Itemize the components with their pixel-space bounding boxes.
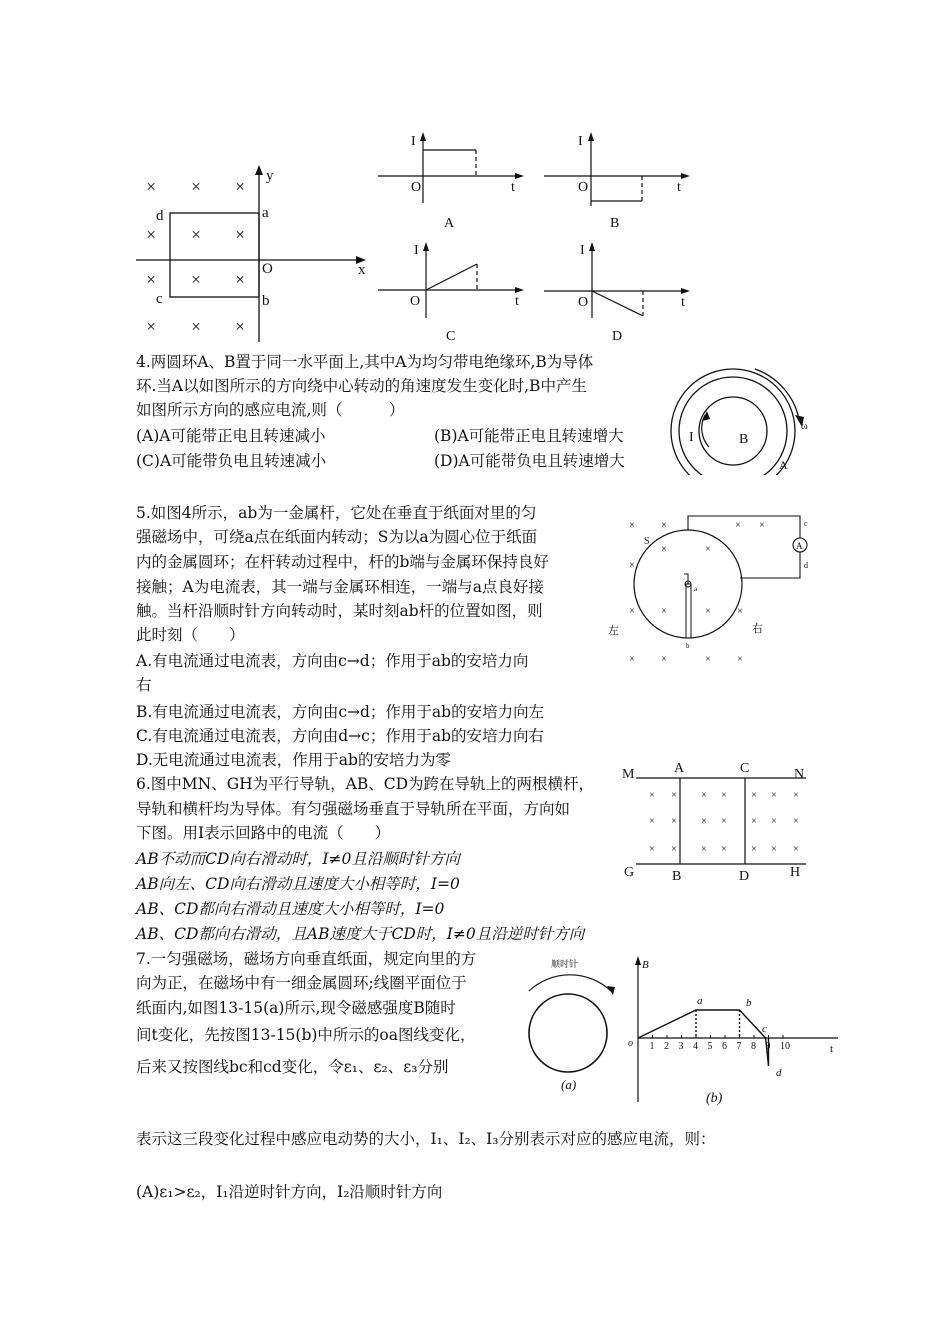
svg-text:b: b (746, 997, 752, 1009)
q5-line-5: 触。当杆沿顺时针方向转动时，某时刻ab杆的位置如图，则 (136, 602, 543, 620)
q5-line-6: 此时刻（ ） (136, 626, 245, 644)
svg-text:t: t (677, 180, 681, 195)
tick-label-7: 7 (736, 1041, 742, 1052)
svg-text:×: × (771, 816, 777, 827)
svg-text:o: o (628, 1038, 633, 1049)
svg-text:I: I (414, 243, 419, 258)
inner-ring-b (699, 397, 767, 465)
svg-text:B: B (642, 959, 649, 971)
tick-label-3: 3 (678, 1041, 684, 1052)
svg-text:d: d (156, 208, 164, 224)
q4-line-1: 4.两圆环A、B置于同一水平面上,其中A为均匀带电绝缘环,B为导体 (136, 353, 594, 371)
svg-text:×: × (721, 816, 727, 827)
tick-label-4: 4 (693, 1041, 698, 1052)
svg-text:A: A (444, 216, 455, 231)
svg-text:×: × (771, 790, 777, 801)
svg-text:C: C (446, 329, 456, 344)
q4-line-3: 如图所示方向的感应电流,则（ ） (136, 401, 405, 419)
graph-a (378, 128, 528, 233)
q7-line-6: 表示这三段变化过程中感应电动势的大小，I₁、I₂、I₃分别表示对应的感应电流，则： (136, 1130, 716, 1148)
svg-text:顺时针: 顺时针 (551, 959, 579, 969)
b-t-graph (624, 954, 846, 1114)
svg-text:I: I (578, 134, 583, 149)
field-region-figure (136, 160, 376, 342)
svg-text:t: t (515, 294, 519, 309)
loop-rect (170, 213, 259, 297)
q6-line-2: 导轨和横杆均为导体。有匀强磁场垂直于导轨所在平面，方向如 (136, 800, 571, 818)
svg-text:S: S (644, 536, 650, 547)
svg-text:×: × (661, 520, 667, 531)
q7-line-3: 纸面内,如图13-15(a)所示,现令磁感强度B随时 (136, 999, 456, 1017)
svg-text:×: × (661, 606, 667, 617)
svg-text:×: × (701, 844, 707, 855)
svg-text:×: × (191, 225, 201, 244)
graph-b (544, 128, 694, 233)
svg-text:×: × (671, 844, 677, 855)
svg-text:t: t (830, 1043, 834, 1055)
outer-ring-a-inner (679, 377, 787, 475)
svg-text:×: × (235, 177, 245, 196)
outer-ring-a (671, 369, 795, 475)
svg-text:×: × (649, 790, 655, 801)
svg-text:×: × (191, 317, 201, 336)
svg-text:N: N (794, 767, 805, 782)
svg-text:×: × (629, 560, 635, 571)
svg-text:M: M (622, 767, 635, 782)
svg-text:O: O (410, 294, 421, 309)
svg-text:D: D (612, 329, 623, 344)
svg-text:(a): (a) (561, 1077, 577, 1092)
wire-bottom (740, 552, 800, 578)
q7-line-2: 向为正，在磁场中有一细金属圆环;线圈平面位于 (136, 974, 467, 992)
svg-text:c: c (156, 291, 163, 307)
svg-text:I: I (580, 243, 585, 258)
q6-option-2: AB向左、CD向右滑动且速度大小相等时，I=0 (136, 875, 460, 893)
svg-text:×: × (705, 544, 711, 555)
svg-text:A: A (779, 458, 788, 472)
q6-option-3: AB、CD都向右滑动且速度大小相等时，I=0 (136, 900, 445, 918)
svg-text:×: × (235, 317, 245, 336)
svg-text:×: × (737, 606, 743, 617)
svg-text:×: × (751, 816, 757, 827)
tick-label-10: 10 (780, 1041, 790, 1052)
svg-text:O: O (578, 180, 589, 195)
svg-text:×: × (649, 816, 655, 827)
svg-text:I: I (411, 134, 416, 149)
q5-option-a-1: A.有电流通过电流表，方向由c→d；作用于ab的安培力向 (136, 652, 529, 670)
svg-text:b: b (686, 642, 690, 650)
graph-c (378, 236, 528, 344)
q4-option-a: (A)A可能带正电且转速减小 (136, 427, 326, 445)
svg-text:y: y (266, 168, 274, 184)
q5-line-2: 强磁场中，可绕a点在纸面内转动；S为以a为圆心位于纸面 (136, 528, 538, 546)
wire-top (688, 516, 800, 538)
svg-text:a: a (697, 995, 703, 1007)
metal-ring (529, 994, 607, 1072)
q6-line-3: 下图。用I表示回路中的电流（ ） (136, 824, 391, 842)
tick-label-1: 1 (649, 1041, 655, 1052)
q6-line-1: 6.图中MN、GH为平行导轨，AB、CD为跨在导轨上的两根横杆， (136, 775, 594, 793)
q5-option-d: D.无电流通过电流表，作用于ab的安培力为零 (136, 751, 451, 769)
svg-text:×: × (191, 270, 201, 289)
svg-text:×: × (629, 606, 635, 617)
tick-label-2: 2 (664, 1041, 669, 1052)
svg-text:×: × (701, 816, 707, 827)
svg-text:×: × (191, 177, 201, 196)
svg-text:×: × (751, 844, 757, 855)
q5-line-1: 5.如图4所示，ab为一金属杆，它处在垂直于纸面对里的匀 (136, 504, 537, 522)
svg-text:×: × (146, 177, 156, 196)
q4-line-2: 环.当A以如图所示的方向绕中心转动的角速度发生变化时,B中产生 (136, 377, 587, 395)
svg-text:C: C (740, 761, 750, 776)
svg-text:×: × (661, 654, 667, 665)
svg-text:×: × (235, 225, 245, 244)
svg-text:D: D (739, 869, 750, 884)
svg-text:×: × (701, 790, 707, 801)
svg-text:a: a (694, 585, 698, 593)
q5-option-b: B.有电流通过电流表，方向由c→d；作用于ab的安培力向左 (136, 703, 545, 721)
svg-text:x: x (358, 262, 366, 278)
q6-option-1: AB不动而CD向右滑动时，I≠0且沿顺时针方向 (136, 850, 460, 868)
q5-option-c: C.有电流通过电流表，方向由d→c；作用于ab的安培力向右 (136, 727, 544, 745)
svg-text:右: 右 (752, 623, 763, 635)
svg-text:I: I (689, 430, 694, 445)
svg-text:O: O (411, 180, 422, 195)
q5-line-4: 接触；A为电流表，其一端与金属环相连，一端与a点良好接 (136, 578, 544, 596)
svg-text:A: A (674, 761, 685, 776)
ring-figure-a (515, 955, 625, 1095)
svg-text:O: O (262, 261, 273, 277)
svg-text:×: × (671, 816, 677, 827)
svg-text:B: B (610, 216, 620, 231)
q4-option-d: (D)A可能带负电且转速增大 (434, 452, 625, 470)
rod-ab (686, 584, 691, 638)
rails-figure (620, 758, 820, 884)
svg-text:G: G (624, 865, 635, 880)
q7-line-4: 间t变化，先按图13-15(b)中所示的oa图线变化， (136, 1026, 476, 1044)
svg-text:d: d (804, 561, 808, 570)
svg-text:×: × (793, 790, 799, 801)
svg-text:d: d (776, 1067, 782, 1079)
rod-ring-figure (604, 508, 820, 668)
q5-line-3: 内的金属圆环；在杆转动过程中，杆的b端与金属环保持良好 (136, 553, 549, 571)
svg-text:×: × (759, 520, 765, 531)
svg-text:×: × (146, 270, 156, 289)
tick-label-5: 5 (707, 1041, 713, 1052)
svg-text:(b): (b) (706, 1091, 723, 1106)
svg-text:×: × (671, 790, 677, 801)
svg-text:ω: ω (801, 421, 808, 432)
svg-text:a: a (262, 205, 269, 221)
svg-text:×: × (235, 270, 245, 289)
svg-text:t: t (681, 295, 685, 310)
tick-label-6: 6 (722, 1041, 727, 1052)
svg-text:×: × (735, 520, 741, 531)
svg-text:左: 左 (608, 625, 619, 637)
svg-text:A: A (796, 541, 803, 551)
svg-text:×: × (737, 654, 743, 665)
svg-text:×: × (793, 816, 799, 827)
rings-figure (665, 365, 825, 475)
svg-text:×: × (629, 520, 635, 531)
svg-text:×: × (751, 790, 757, 801)
svg-text:×: × (146, 317, 156, 336)
svg-text:×: × (649, 844, 655, 855)
svg-text:b: b (262, 293, 270, 309)
tick-label-8: 8 (751, 1041, 756, 1052)
q6-option-4: AB、CD都向右滑动，且AB速度大于CD时，I≠0且沿逆时针方向 (136, 925, 585, 943)
q5-option-a-2: 右 (136, 676, 152, 694)
svg-text:×: × (629, 654, 635, 665)
svg-text:c: c (804, 519, 808, 528)
q7-option-a: (A)ε₁>ε₂，I₁沿逆时针方向，I₂沿顺时针方向 (136, 1183, 443, 1201)
svg-text:×: × (771, 844, 777, 855)
q7-line-1: 7.一匀强磁场，磁场方向垂直纸面，规定向里的方 (136, 950, 477, 968)
q4-option-c: (C)A可能带负电且转速减小 (136, 452, 327, 470)
svg-text:×: × (146, 225, 156, 244)
q4-option-b: (B)A可能带正电且转速增大 (434, 427, 624, 445)
svg-text:H: H (790, 865, 801, 880)
q7-line-5: 后来又按图线bc和cd变化，令ε₁、ε₂、ε₃分别 (136, 1058, 449, 1076)
svg-text:×: × (721, 790, 727, 801)
svg-text:B: B (739, 432, 749, 447)
tick-label-9: 9 (765, 1041, 771, 1052)
svg-text:×: × (705, 654, 711, 665)
svg-text:×: × (721, 844, 727, 855)
svg-text:×: × (705, 606, 711, 617)
graph-d (544, 236, 694, 344)
svg-text:B: B (672, 869, 682, 884)
svg-text:×: × (661, 544, 667, 555)
svg-text:t: t (511, 180, 515, 195)
svg-text:×: × (793, 844, 799, 855)
svg-text:c: c (762, 1023, 767, 1035)
svg-text:O: O (578, 295, 589, 310)
